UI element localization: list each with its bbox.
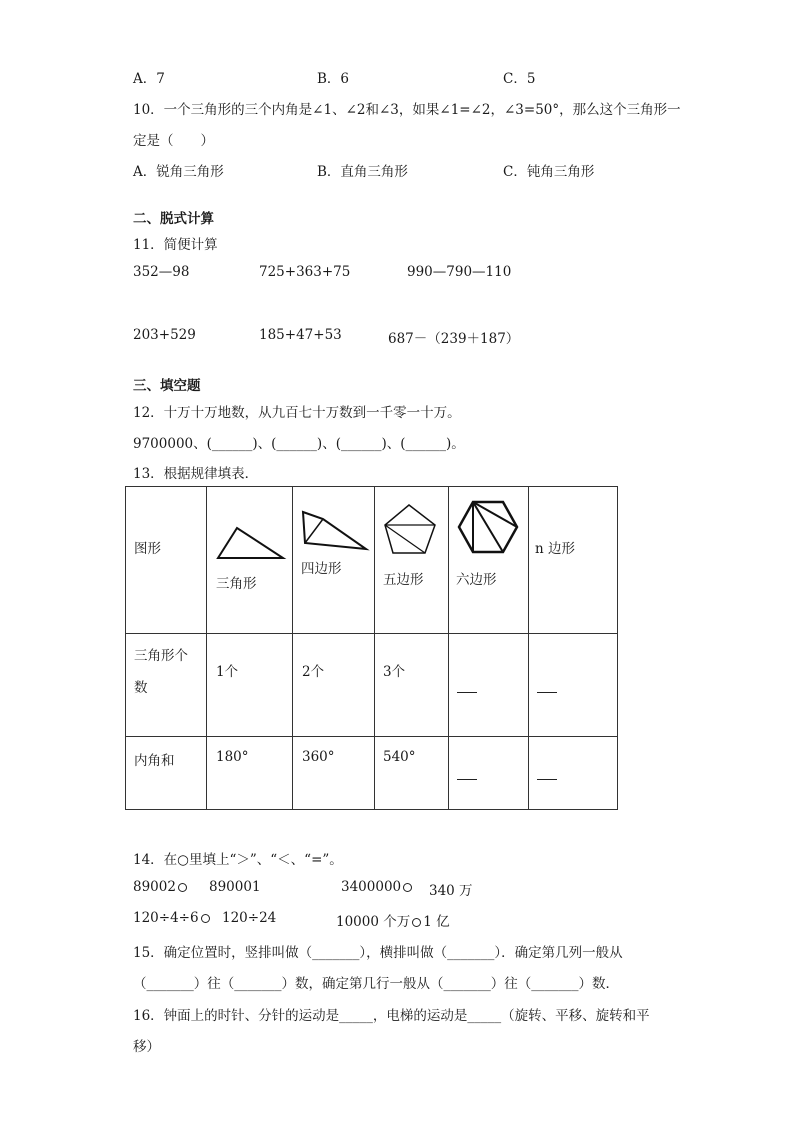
q11-expr-1: 352—98: [133, 264, 190, 280]
section-2-title: 二、脱式计算: [133, 211, 214, 227]
row-header-shape: 图形: [134, 541, 161, 557]
q14-r2-mid: [336, 910, 450, 930]
q11-expr-6: 687－（239＋187）: [388, 331, 520, 347]
q11-expr-3: 990—790—110: [407, 264, 512, 280]
header-cell-angle: [126, 737, 207, 810]
cell-hexagon: [449, 487, 529, 634]
blank-angle-hexagon[interactable]: [457, 779, 477, 780]
q14-r2-c: 10000 个万: [336, 914, 411, 930]
q10-option-c: C．钝角三角形: [503, 164, 595, 180]
blank-count-hexagon[interactable]: [457, 692, 477, 693]
q10-option-a: A．锐角三角形: [133, 164, 224, 180]
header-cell-count: [126, 634, 207, 737]
cell-n-gon: [529, 487, 618, 634]
cell-quadrilateral: [293, 487, 375, 634]
table-row-counts: [126, 634, 618, 737]
count-triangle: 1个: [216, 664, 239, 680]
compare-circle-icon[interactable]: [178, 883, 187, 892]
row-header-count-2: 数: [134, 680, 148, 696]
header-cell-shape: [126, 487, 207, 634]
q13-table: [125, 486, 618, 810]
count-cell: [207, 634, 293, 737]
count-cell: [449, 634, 529, 737]
q15-line1: 15．确定位置时，竖排叫做（_______），横排叫做（_______）．确定第几列一般从: [133, 945, 623, 961]
angle-cell: [207, 737, 293, 810]
hexagon-figure: [449, 487, 529, 634]
cell-pentagon: [375, 487, 449, 634]
triangle-figure: [207, 487, 293, 634]
q15-line2: （_______）往（_______）数，确定第几行一般从（_______）往（_______）数．: [133, 976, 619, 992]
q14-r1-a: 89002: [133, 879, 176, 895]
count-pentagon: 3个: [383, 664, 406, 680]
count-cell: [293, 634, 375, 737]
shape-label-pentagon: 五边形: [383, 572, 424, 588]
shape-label-n-gon: n 边形: [535, 541, 575, 557]
section-3-title: 三、填空题: [133, 378, 201, 394]
angle-cell: [449, 737, 529, 810]
q12-title: 12．十万十万地数，从九百七十万数到一千零一十万。: [133, 405, 461, 421]
shape-label-triangle: 三角形: [216, 576, 257, 592]
angle-pentagon: 540°: [383, 749, 416, 765]
compare-circle-icon[interactable]: [403, 883, 412, 892]
q12-answer-line: 9700000、(______)、(______)、(______)、(______)。: [133, 436, 465, 452]
angle-quadrilateral: 360°: [302, 749, 335, 765]
q14-title: 14．在○里填上“＞”、“＜、“=”。: [133, 852, 343, 868]
angle-cell: [529, 737, 618, 810]
blank-angle-n-gon[interactable]: [537, 779, 557, 780]
count-cell: [529, 634, 618, 737]
q10-line2: 定是（ ）: [133, 133, 214, 149]
table-row-shapes: [126, 487, 618, 634]
q14-r2-left: [133, 910, 212, 926]
cell-triangle: [207, 487, 293, 634]
compare-circle-icon[interactable]: [412, 918, 421, 927]
q13-title: 13．根据规律填表．: [133, 466, 259, 482]
pentagon-figure: [375, 487, 449, 634]
q9-option-c: C．5: [503, 71, 536, 87]
q11-expr-2: 725+363+75: [259, 264, 351, 280]
angle-cell: [375, 737, 449, 810]
row-header-angle-sum: 内角和: [134, 753, 175, 769]
shape-label-hexagon: 六边形: [456, 572, 497, 588]
q10-line1: 10．一个三角形的三个内角是∠1、∠2和∠3，如果∠1=∠2，∠3=50°，那么这个三角形一: [133, 102, 681, 118]
q11-expr-4: 203+529: [133, 327, 196, 343]
q14-r1-left: [133, 879, 189, 895]
q14-r1-mid: [341, 879, 414, 895]
q11-expr-5: 185+47+53: [259, 327, 342, 343]
q16-line2: 移）: [133, 1039, 160, 1055]
blank-count-n-gon[interactable]: [537, 692, 557, 693]
q14-r2-d: 1 亿: [423, 914, 450, 930]
q14-r1-c: 3400000: [341, 879, 402, 895]
compare-circle-icon[interactable]: [201, 914, 210, 923]
q14-r1-d: 340 万: [429, 883, 473, 899]
row-header-count-1: 三角形个: [134, 648, 188, 664]
q11-title: 11．简便计算: [133, 237, 218, 253]
q9-option-b: B．6: [317, 71, 350, 87]
shape-label-quadrilateral: 四边形: [301, 561, 342, 577]
count-cell: [375, 634, 449, 737]
q16-line1: 16．钟面上的时针、分针的运动是_____，电梯的运动是_____（旋转、平移、旋转和平: [133, 1008, 650, 1024]
q14-r2-b: 120÷24: [222, 910, 277, 926]
angle-triangle: 180°: [216, 749, 249, 765]
count-quadrilateral: 2个: [302, 664, 325, 680]
q10-option-b: B．直角三角形: [317, 164, 408, 180]
q14-r1-b: 890001: [209, 879, 261, 895]
angle-cell: [293, 737, 375, 810]
q14-r2-a: 120÷4÷6: [133, 910, 199, 926]
table-row-angles: [126, 737, 618, 810]
q9-option-a: A．7: [133, 71, 165, 87]
